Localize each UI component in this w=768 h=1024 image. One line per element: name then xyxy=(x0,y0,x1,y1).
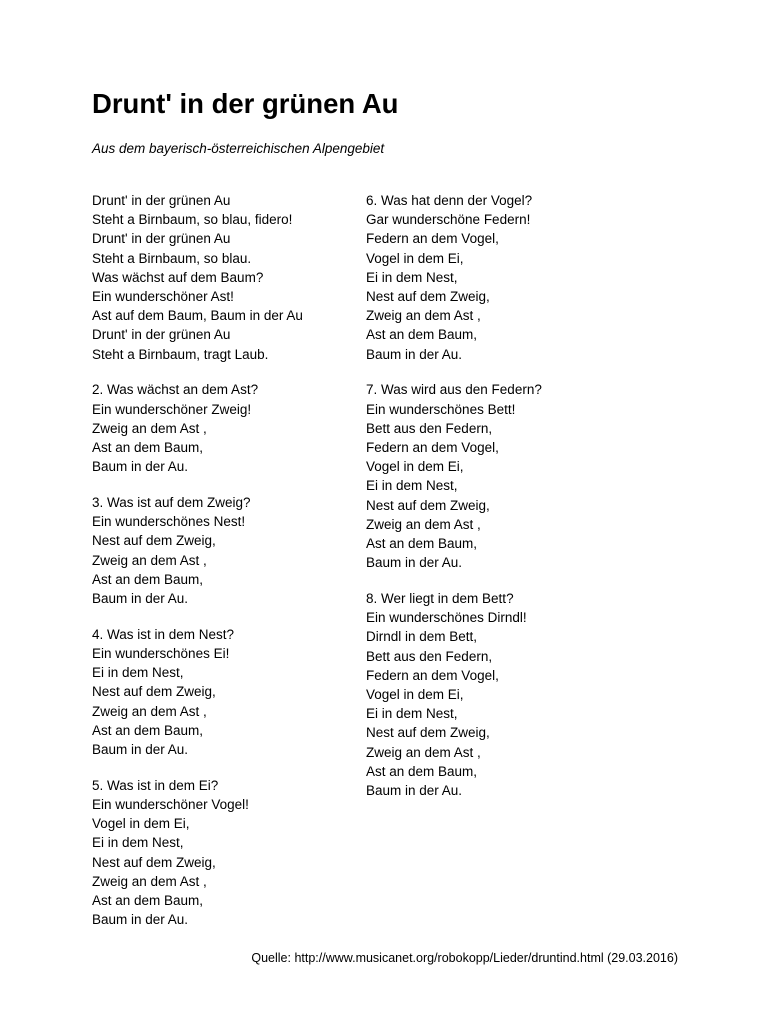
lyric-line: Bett aus den Federn, xyxy=(366,648,493,664)
lyric-line: Baum in der Au. xyxy=(92,591,189,607)
lyric-line: Ei in dem Nest, xyxy=(366,706,458,722)
lyric-line: 8. Wer liegt in dem Bett? xyxy=(366,591,514,607)
lyric-line: Bett aus den Federn, xyxy=(366,420,493,436)
lyric-line: 3. Was ist auf dem Zweig? xyxy=(92,495,251,511)
lyric-line: Ast an dem Baum, xyxy=(366,536,478,552)
lyric-line: Was wächst auf dem Baum? xyxy=(92,269,264,285)
lyric-line: Nest auf dem Zweig, xyxy=(92,684,216,700)
lyric-line: Ei in dem Nest, xyxy=(366,478,458,494)
lyric-line: Zweig an dem Ast , xyxy=(366,516,481,532)
lyric-line: Zweig an dem Ast , xyxy=(366,744,481,760)
lyric-line: Ast an dem Baum, xyxy=(366,327,478,343)
lyric-line: Vogel in dem Ei, xyxy=(366,250,464,266)
lyric-line: Ast an dem Baum, xyxy=(92,893,204,909)
verse xyxy=(92,776,362,930)
lyric-line: Baum in der Au. xyxy=(366,783,463,799)
lyric-line: Zweig an dem Ast , xyxy=(92,420,207,436)
subtitle: Aus dem bayerisch-österreichischen Alpengebiet xyxy=(92,141,385,156)
verse xyxy=(92,493,362,608)
lyric-line: Ei in dem Nest, xyxy=(366,269,458,285)
lyric-line: Ein wunderschöner Zweig! xyxy=(92,401,252,417)
lyric-line: Steht a Birnbaum, so blau, fidero! xyxy=(92,212,293,228)
lyric-line: Ein wunderschönes Ei! xyxy=(92,646,230,662)
lyric-line: Drunt' in der grünen Au xyxy=(92,327,231,343)
lyric-line: 7. Was wird aus den Federn? xyxy=(366,382,542,398)
lyric-line: Steht a Birnbaum, so blau. xyxy=(92,250,252,266)
lyric-line: Ast an dem Baum, xyxy=(92,571,204,587)
verse xyxy=(92,380,362,476)
lyric-line: Drunt' in der grünen Au xyxy=(92,231,231,247)
lyrics-column-right xyxy=(366,191,636,817)
lyric-line: Zweig an dem Ast , xyxy=(92,552,207,568)
lyric-line: Ast an dem Baum, xyxy=(92,722,204,738)
lyric-line: Ei in dem Nest, xyxy=(92,665,184,681)
lyric-line: Baum in der Au. xyxy=(92,912,189,928)
lyric-line: Ein wunderschönes Bett! xyxy=(366,401,516,417)
lyric-line: 5. Was ist in dem Ei? xyxy=(92,777,219,793)
lyric-line: Steht a Birnbaum, tragt Laub. xyxy=(92,346,269,362)
lyric-line: Ein wunderschöner Vogel! xyxy=(92,797,249,813)
lyric-line: Ei in dem Nest, xyxy=(92,835,184,851)
verse xyxy=(366,589,636,800)
lyric-line: Nest auf dem Zweig, xyxy=(366,725,490,741)
lyric-line: Dirndl in dem Bett, xyxy=(366,629,478,645)
verse xyxy=(366,380,636,572)
lyric-line: Baum in der Au. xyxy=(366,346,463,362)
verse xyxy=(366,191,636,364)
lyric-line: Nest auf dem Zweig, xyxy=(92,854,216,870)
lyric-line: Ein wunderschöner Ast! xyxy=(92,289,234,305)
lyric-line: Drunt' in der grünen Au xyxy=(92,193,231,208)
lyrics-column-left xyxy=(92,191,362,946)
lyric-line: Baum in der Au. xyxy=(366,555,463,571)
lyric-line: Vogel in dem Ei, xyxy=(92,816,190,832)
lyric-line: Federn an dem Vogel, xyxy=(366,667,499,683)
lyric-line: Zweig an dem Ast , xyxy=(92,703,207,719)
lyric-line: Baum in der Au. xyxy=(92,742,189,758)
lyric-line: Ast auf dem Baum, Baum in der Au xyxy=(92,308,303,324)
lyric-line: Nest auf dem Zweig, xyxy=(366,289,490,305)
verse xyxy=(92,625,362,759)
lyric-line: Ein wunderschönes Nest! xyxy=(92,514,246,530)
lyric-line: Federn an dem Vogel, xyxy=(366,231,499,247)
lyric-line: Baum in der Au. xyxy=(92,459,189,475)
lyric-line: Vogel in dem Ei, xyxy=(366,459,464,475)
source-citation: Quelle: http://www.musicanet.org/robokopp/Lieder/druntind.html (29.03.2016) xyxy=(251,951,678,965)
lyric-line: Vogel in dem Ei, xyxy=(366,687,464,703)
lyric-line: Nest auf dem Zweig, xyxy=(92,533,216,549)
lyric-line: Zweig an dem Ast , xyxy=(366,308,481,324)
lyric-line: Ast an dem Baum, xyxy=(92,440,204,456)
lyric-line: Zweig an dem Ast , xyxy=(92,873,207,889)
page-title: Drunt' in der grünen Au xyxy=(92,88,399,119)
lyric-line: Nest auf dem Zweig, xyxy=(366,497,490,513)
lyric-line: 4. Was ist in dem Nest? xyxy=(92,626,235,642)
lyric-line: Ast an dem Baum, xyxy=(366,763,478,779)
lyric-line: Ein wunderschönes Dirndl! xyxy=(366,610,527,626)
lyric-line: Gar wunderschöne Federn! xyxy=(366,212,531,228)
lyric-line: 6. Was hat denn der Vogel? xyxy=(366,193,533,208)
lyric-line: 2. Was wächst an dem Ast? xyxy=(92,382,259,398)
verse xyxy=(92,191,362,364)
lyric-line: Federn an dem Vogel, xyxy=(366,440,499,456)
